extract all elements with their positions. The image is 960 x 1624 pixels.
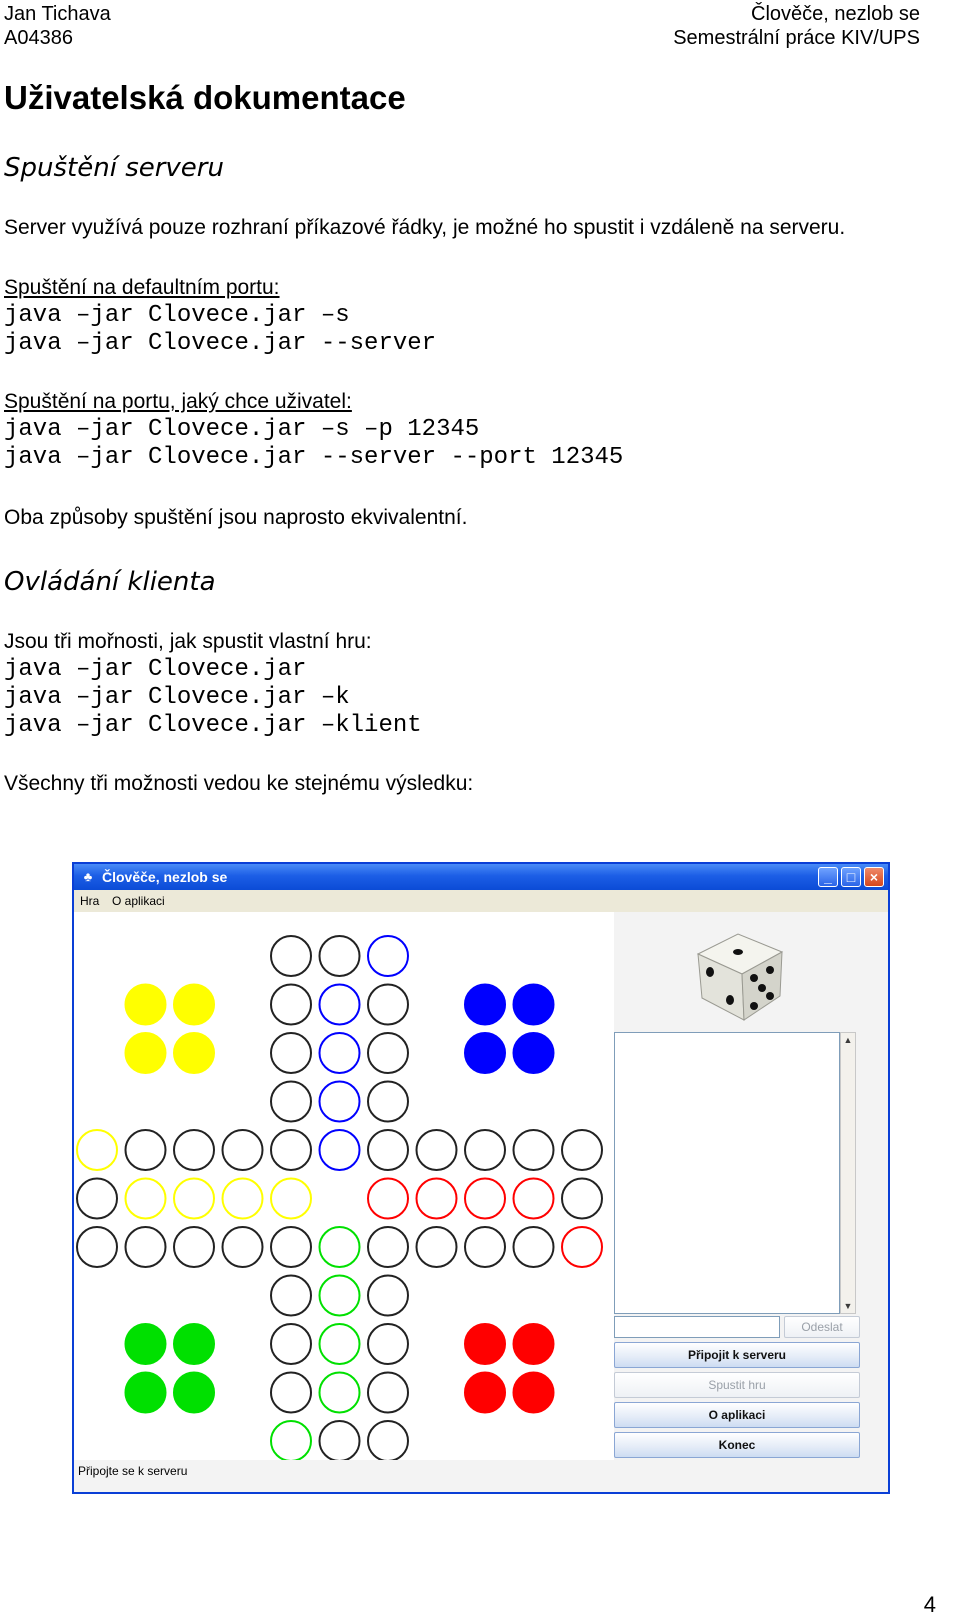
window-title: Člověče, nezlob se xyxy=(102,869,228,885)
yellow-piece[interactable] xyxy=(174,1033,214,1073)
board-field[interactable] xyxy=(174,1227,214,1267)
game-board xyxy=(74,912,614,1460)
yellow-piece[interactable] xyxy=(126,985,166,1025)
blue-home-field[interactable] xyxy=(320,1033,360,1073)
board-field[interactable] xyxy=(320,936,360,976)
red-home-field[interactable] xyxy=(368,1179,408,1219)
red-home-field[interactable] xyxy=(417,1179,457,1219)
yellow-home-field[interactable] xyxy=(271,1179,311,1219)
scroll-down-icon[interactable]: ▼ xyxy=(843,1301,853,1311)
board-field[interactable] xyxy=(417,1130,457,1170)
quit-button[interactable]: Konec xyxy=(614,1432,860,1458)
board-field[interactable] xyxy=(562,1130,602,1170)
blue-piece[interactable] xyxy=(465,1033,505,1073)
board-field[interactable] xyxy=(271,985,311,1025)
about-button[interactable]: O aplikaci xyxy=(614,1402,860,1428)
close-icon[interactable]: × xyxy=(864,867,884,887)
scroll-up-icon[interactable]: ▲ xyxy=(843,1035,853,1045)
board-field[interactable] xyxy=(368,1373,408,1413)
blue-piece[interactable] xyxy=(514,985,554,1025)
header-author: Jan Tichava xyxy=(4,3,111,25)
green-home-field[interactable] xyxy=(320,1324,360,1364)
menubar xyxy=(74,890,888,912)
green-piece[interactable] xyxy=(174,1324,214,1364)
header-doc-title: Člověče, nezlob se xyxy=(751,3,920,25)
header-course: Semestrální práce KIV/UPS xyxy=(673,27,920,49)
board-field[interactable] xyxy=(368,1082,408,1122)
green-home-field[interactable] xyxy=(320,1276,360,1316)
dice-icon[interactable] xyxy=(686,922,786,1022)
board-field[interactable] xyxy=(417,1227,457,1267)
code-line: java –jar Clovece.jar xyxy=(4,656,307,683)
result-note: Všechny tři možnosti vedou ke stejnému výsledku: xyxy=(4,772,474,795)
default-port-label: Spuštění na defaultním portu: xyxy=(4,276,280,299)
green-piece[interactable] xyxy=(126,1324,166,1364)
board-field[interactable] xyxy=(271,936,311,976)
red-home-field[interactable] xyxy=(514,1179,554,1219)
green-start-field[interactable] xyxy=(271,1421,311,1460)
blue-piece[interactable] xyxy=(465,985,505,1025)
board-field[interactable] xyxy=(174,1130,214,1170)
code-line: java –jar Clovece.jar --server xyxy=(4,330,437,357)
chat-scrollbar[interactable] xyxy=(840,1032,856,1314)
blue-home-field[interactable] xyxy=(320,1130,360,1170)
board-field[interactable] xyxy=(368,1033,408,1073)
connect-button[interactable]: Připojit k serveru xyxy=(614,1342,860,1368)
code-line: java –jar Clovece.jar –s xyxy=(4,302,350,329)
green-home-field[interactable] xyxy=(320,1227,360,1267)
red-piece[interactable] xyxy=(514,1373,554,1413)
code-line: java –jar Clovece.jar –k xyxy=(4,684,350,711)
start-game-button[interactable]: Spustit hru xyxy=(614,1372,860,1398)
page-title: Uživatelská dokumentace xyxy=(4,79,406,116)
board-field[interactable] xyxy=(271,1033,311,1073)
red-piece[interactable] xyxy=(514,1324,554,1364)
board-field[interactable] xyxy=(271,1373,311,1413)
header-student-id: A04386 xyxy=(4,27,73,49)
window-titlebar[interactable] xyxy=(74,864,888,890)
send-button[interactable]: Odeslat xyxy=(784,1316,860,1338)
board-field[interactable] xyxy=(368,1130,408,1170)
section-heading-server: Spuštění serveru xyxy=(4,153,224,183)
board-field[interactable] xyxy=(271,1130,311,1170)
section-heading-client: Ovládání klienta xyxy=(4,567,216,597)
board-field[interactable] xyxy=(514,1227,554,1267)
menu-hra[interactable]: Hra xyxy=(80,894,100,908)
code-line: java –jar Clovece.jar –s –p 12345 xyxy=(4,416,480,443)
board-field[interactable] xyxy=(514,1130,554,1170)
yellow-home-field[interactable] xyxy=(223,1179,263,1219)
minimize-icon[interactable]: _ xyxy=(818,867,838,887)
board-field[interactable] xyxy=(77,1227,117,1267)
code-line: java –jar Clovece.jar –klient xyxy=(4,712,422,739)
custom-port-label: Spuštění na portu, jaký chce uživatel: xyxy=(4,390,352,413)
app-icon: ♣ xyxy=(83,869,93,884)
chat-log[interactable] xyxy=(614,1032,840,1314)
blue-home-field[interactable] xyxy=(320,985,360,1025)
board-field[interactable] xyxy=(77,1179,117,1219)
board-field[interactable] xyxy=(562,1179,602,1219)
board-field[interactable] xyxy=(271,1276,311,1316)
equivalence-note: Oba způsoby spuštění jsou naprosto ekvivalentní. xyxy=(4,506,468,529)
board-field[interactable] xyxy=(223,1130,263,1170)
green-piece[interactable] xyxy=(174,1373,214,1413)
red-home-field[interactable] xyxy=(465,1179,505,1219)
board-field[interactable] xyxy=(368,1421,408,1460)
green-home-field[interactable] xyxy=(320,1373,360,1413)
message-input[interactable] xyxy=(614,1316,780,1338)
board-field[interactable] xyxy=(465,1130,505,1170)
board-field[interactable] xyxy=(465,1227,505,1267)
blue-piece[interactable] xyxy=(514,1033,554,1073)
board-field[interactable] xyxy=(271,1324,311,1364)
yellow-home-field[interactable] xyxy=(174,1179,214,1219)
red-start-field[interactable] xyxy=(562,1227,602,1267)
board-field[interactable] xyxy=(126,1130,166,1170)
menu-o-aplikaci[interactable]: O aplikaci xyxy=(112,894,165,908)
red-piece[interactable] xyxy=(465,1324,505,1364)
code-line: java –jar Clovece.jar --server --port 12345 xyxy=(4,444,624,471)
board-field[interactable] xyxy=(368,1276,408,1316)
blue-home-field[interactable] xyxy=(320,1082,360,1122)
page-number: 4 xyxy=(923,1592,936,1617)
board-field[interactable] xyxy=(271,1082,311,1122)
red-piece[interactable] xyxy=(465,1373,505,1413)
board-field[interactable] xyxy=(223,1227,263,1267)
board-field[interactable] xyxy=(126,1227,166,1267)
green-piece[interactable] xyxy=(126,1373,166,1413)
yellow-home-field[interactable] xyxy=(126,1179,166,1219)
maximize-icon[interactable]: □ xyxy=(841,867,861,887)
server-intro: Server využívá pouze rozhraní příkazové řádky, je možné ho spustit i vzdáleně na serveru. xyxy=(4,216,846,239)
board-field[interactable] xyxy=(368,985,408,1025)
yellow-start-field[interactable] xyxy=(77,1130,117,1170)
board-field[interactable] xyxy=(271,1227,311,1267)
yellow-piece[interactable] xyxy=(126,1033,166,1073)
board-field[interactable] xyxy=(368,1324,408,1364)
client-intro: Jsou tři mořnosti, jak spustit vlastní hru: xyxy=(4,630,372,653)
status-text: Připojte se k serveru xyxy=(78,1464,188,1478)
blue-start-field[interactable] xyxy=(368,936,408,976)
board-field[interactable] xyxy=(368,1227,408,1267)
board-canvas xyxy=(74,912,614,1460)
yellow-piece[interactable] xyxy=(174,985,214,1025)
app-window xyxy=(72,862,890,1494)
board-field[interactable] xyxy=(320,1421,360,1460)
